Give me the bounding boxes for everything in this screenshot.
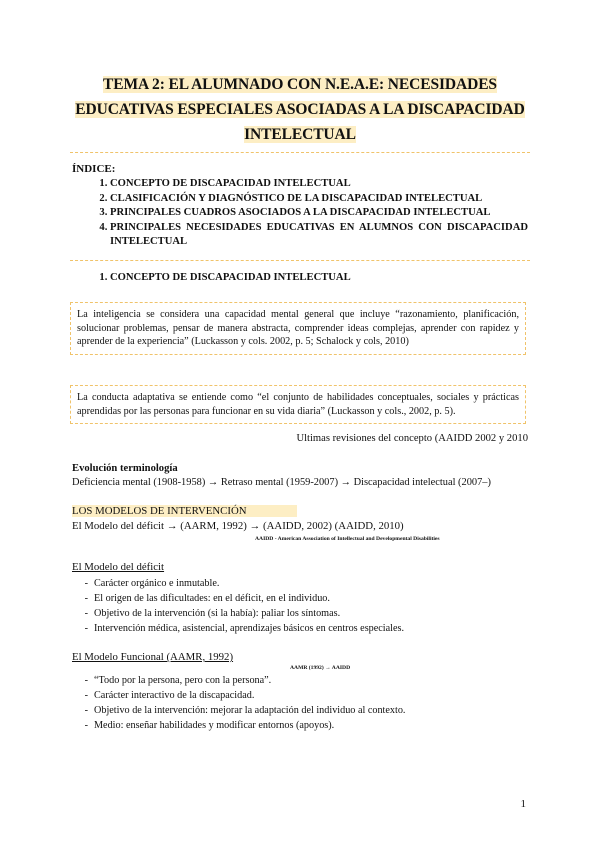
list-item: - Carácter interactivo de la discapacidad. [72,688,405,703]
models-heading: LOS MODELOS DE INTERVENCIÓN [72,505,297,517]
index-item-1: 1. CONCEPTO DE DISCAPACIDAD INTELECTUAL [110,177,528,192]
title-line-3: INTELECTUAL [244,126,356,143]
title-line-1: TEMA 2: EL ALUMNADO CON N.E.A.E: NECESIDADES [103,76,497,93]
divider-1 [70,152,530,153]
models-line: El Modelo del déficit → (AARM, 1992) → (AAIDD, 2002) (AAIDD, 2010) [72,520,404,532]
list-item: - Objetivo de la intervención: mejorar la adaptación del individuo al contexto. [72,703,405,718]
section-1-heading-text: 1. CONCEPTO DE DISCAPACIDAD INTELECTUAL [110,272,528,283]
evolution-text: Deficiencia mental (1908-1958) → Retraso mental (1959-2007) → Discapacidad intelectual (2007–) [72,477,491,488]
functional-model-heading: El Modelo Funcional (AAMR, 1992) [72,651,234,663]
revisions-note: Ultimas revisiones del concepto (AAIDD 2002 y 2010 [296,433,528,444]
adaptive-behavior-quote-box: La conducta adaptativa se entiende como “el conjunto de habilidades conceptuales, sociales y prácticas aprendidas por las personas para funcionar en su vida diaria” (Luckasson y cols., 2002, p. 5). [70,385,526,424]
section-1-heading [72,272,528,283]
evolution-heading: Evolución terminología [72,463,178,474]
title-line-2: EDUCATIVAS ESPECIALES ASOCIADAS A LA DISCAPACIDAD [75,101,525,118]
index-item-2: 2. CLASIFICACIÓN Y DIAGNÓSTICO DE LA DISCAPACIDAD INTELECTUAL [110,192,528,207]
intelligence-quote-box: La inteligencia se considera una capacidad mental general que incluye “razonamiento, planificación, solucionar problemas, pensar de manera abstracta, comprender ideas complejas, aprender con rapidez y aprender de la experiencia” (Luckasson y cols. 2002, p. 5; Schalock y cols, 2010) [70,302,526,355]
functional-model-list [72,673,405,733]
deficit-model-heading: El Modelo del déficit [72,561,165,573]
list-item: - Objetivo de la intervención (si la había): paliar los síntomas. [72,606,404,621]
document-title [70,72,530,147]
list-item: - Medio: enseñar habilidades y modificar entornos (apoyos). [72,718,405,733]
index-item-4: 4. PRINCIPALES NECESIDADES EDUCATIVAS EN ALUMNOS CON DISCAPACIDAD INTELECTUAL [110,221,528,250]
index-section [72,163,528,250]
index-list [72,177,528,250]
divider-2 [70,260,530,261]
aaidd-note: AAIDD - American Association of Intellectual and Developmental Disabilities [255,536,440,542]
index-label: ÍNDICE: [72,163,116,175]
index-item-3: 3. PRINCIPALES CUADROS ASOCIADOS A LA DISCAPACIDAD INTELECTUAL [110,206,528,221]
list-item: - “Todo por la persona, pero con la persona”. [72,673,405,688]
deficit-model-list [72,576,404,636]
list-item: - Intervención médica, asistencial, aprendizajes básicos en centros especiales. [72,621,404,636]
functional-model-note: AAMR (1992) → AAIDD [290,665,351,671]
page-number: 1 [520,798,526,810]
list-item: - Carácter orgánico e inmutable. [72,576,404,591]
list-item: - El origen de las dificultades: en el déficit, en el individuo. [72,591,404,606]
